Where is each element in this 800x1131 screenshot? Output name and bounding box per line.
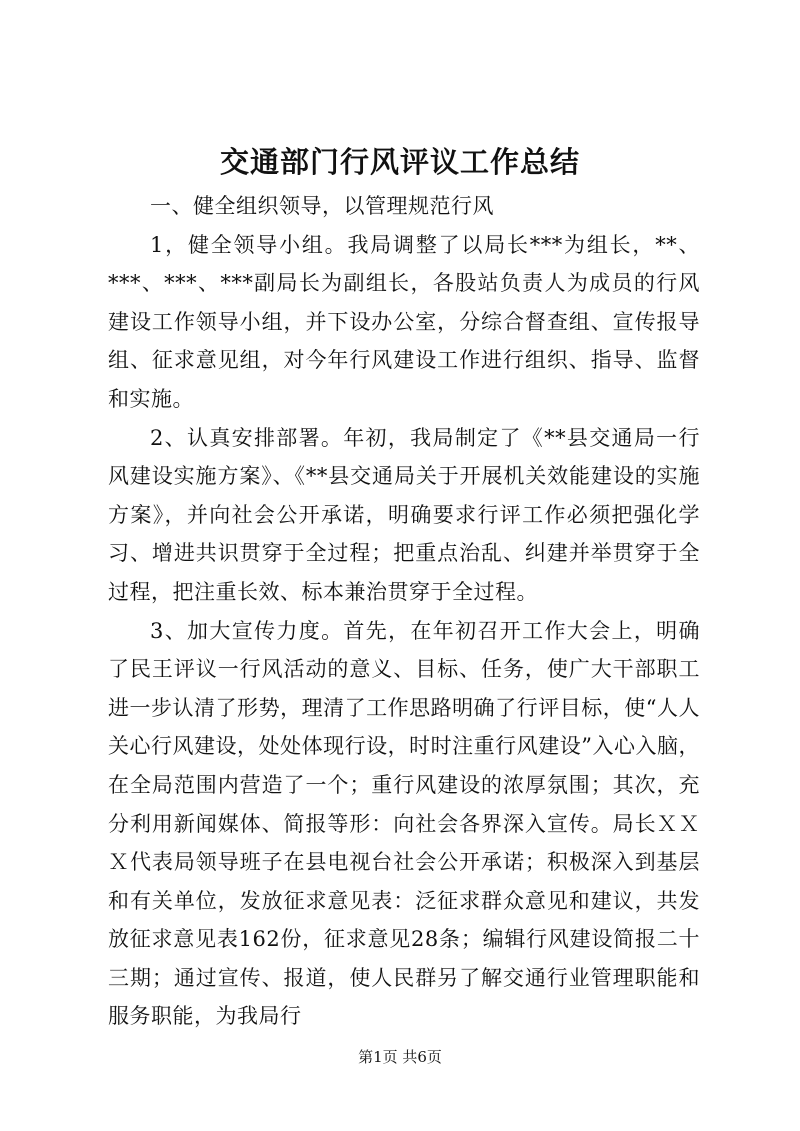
document-body — [108, 187, 700, 1036]
document-title: 交通部门行风评议工作总结 — [219, 145, 580, 179]
paragraph-deployment: 2、认真安排部署。年初，我局制定了《**县交通局一行风建设实施方案》、《**县交通局关于开展机关效能建设的实施方案》，并向社会公开承诺，明确要求行评工作必须把强化学习、增进共识贯穿于全过程；把重点治乱、纠建并举贯穿于全过程，把注重长效、标本兼治贯穿于全过程。 — [108, 425, 700, 604]
page-footer: 第1页 共6页 — [358, 1048, 442, 1066]
section-heading-1: 一、健全组织领导，以管理规范行风 — [150, 194, 494, 218]
paragraph-leadership-group: 1，健全领导小组。我局调整了以局长***为组长，**、***、***、***副局长为副组长，各股站负责人为成员的行风建设工作领导小组，并下设办公室，分综合督查组、宣传报导组、征求意见组，对今年行风建设工作进行组织、指导、监督和实施。 — [108, 232, 700, 411]
paragraph-publicity: 3、加大宣传力度。首先，在年初召开工作大会上，明确了民王评议一行风活动的意义、目标、任务，使广大干部职工进一步认清了形势，理清了工作思路明确了行评目标，使“人人关心行风建设，处处体现行设，时时注重行风建设”入心入脑，在全局范围内营造了一个；重行风建设的浓厚氛围；其次，充分利用新闻媒体、简报等形：向社会各界深入宣传。局长ＸＸＸ代表局领导班子在县电视台社会公开承诺；积极深入到基层和有关单位，发放征求意见表：泛征求群众意见和建议，共发放征求意见表162份，征求意见28条；编辑行风建设简报二十三期；通过宣传、报道，使人民群另了解交通行业管理职能和服务职能，为我局行 — [108, 618, 700, 1029]
